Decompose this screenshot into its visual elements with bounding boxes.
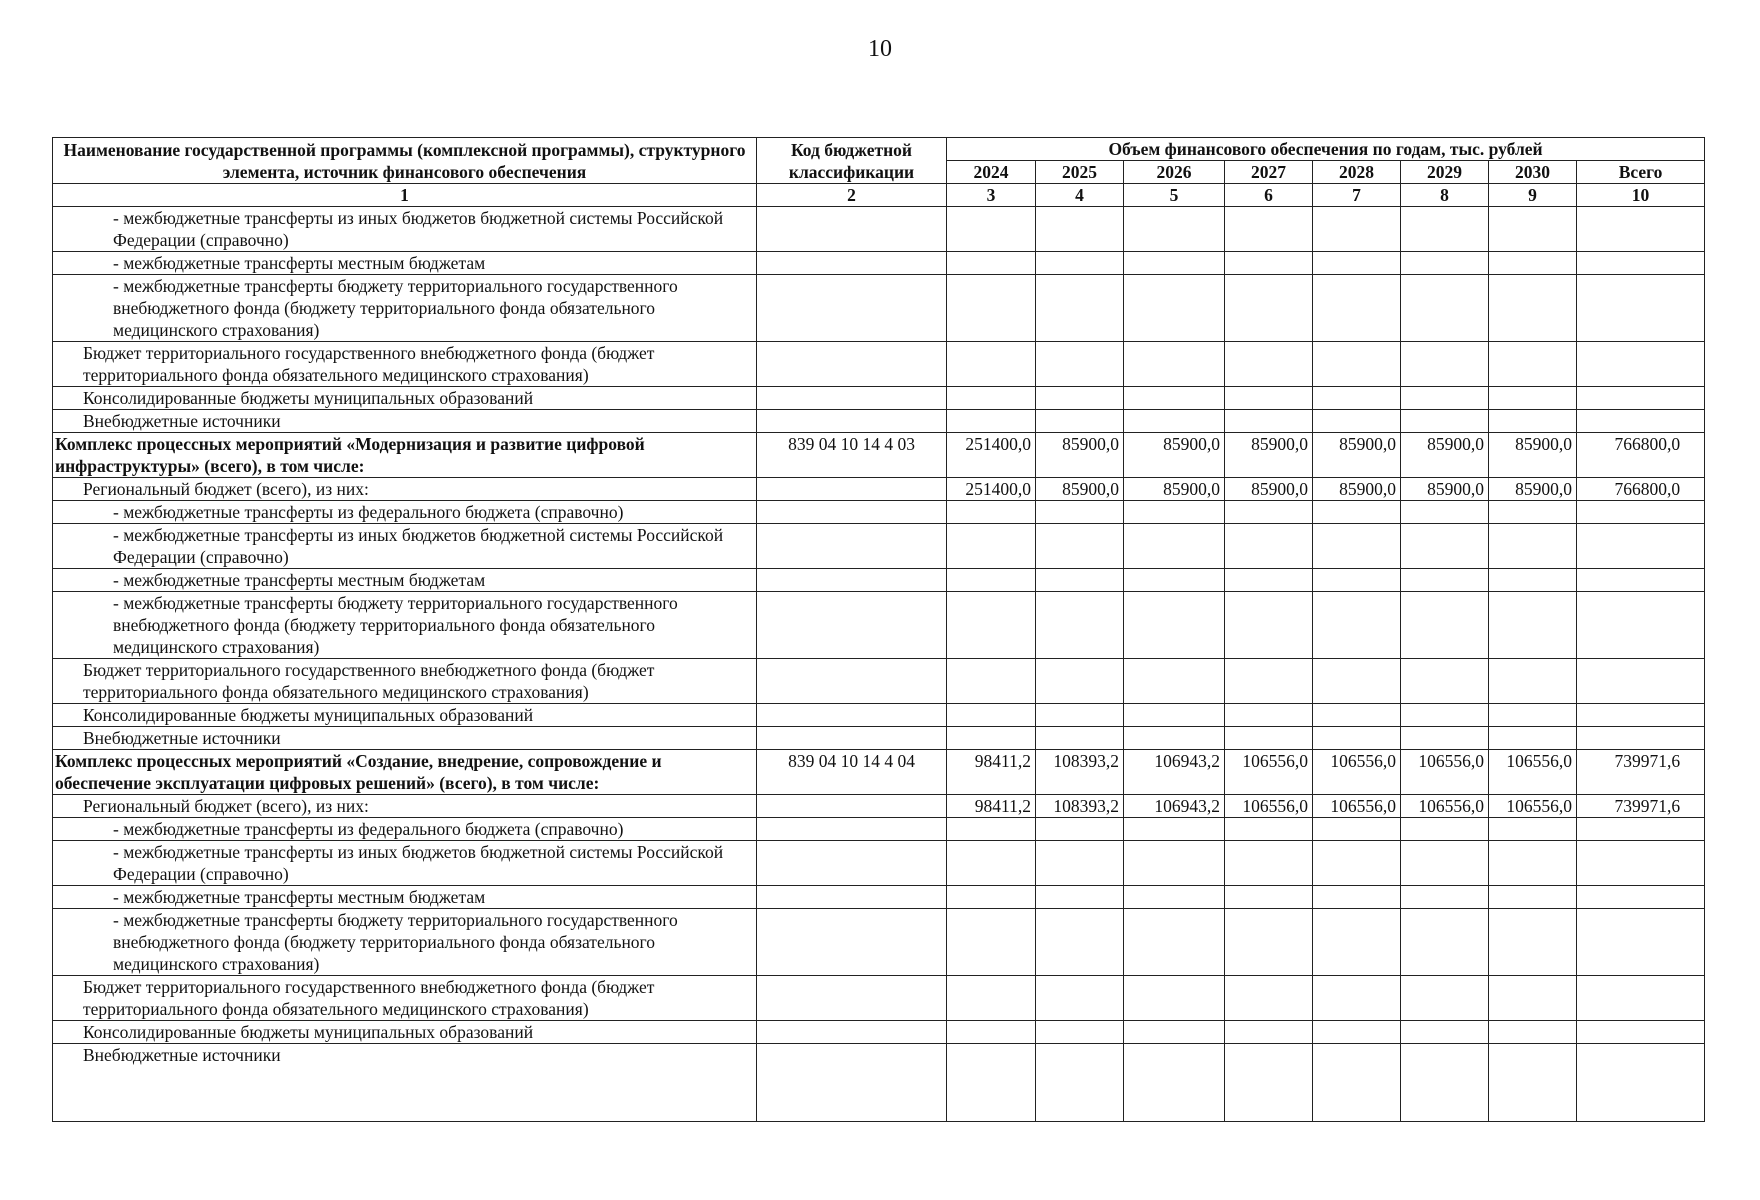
row-code — [757, 207, 947, 252]
table-row — [53, 592, 1705, 659]
row-value: 85900,0 — [1313, 478, 1401, 501]
page-number: 10 — [868, 36, 892, 62]
col-number: 9 — [1489, 184, 1577, 207]
row-value — [1036, 659, 1124, 704]
row-total: 739971,6 — [1577, 750, 1705, 795]
row-value — [1225, 592, 1313, 659]
row-value — [1124, 207, 1225, 252]
row-total — [1577, 501, 1705, 524]
row-value: 251400,0 — [947, 478, 1036, 501]
row-value — [1313, 569, 1401, 592]
row-value — [1036, 569, 1124, 592]
row-total — [1577, 275, 1705, 342]
row-code — [757, 524, 947, 569]
col-number: 8 — [1401, 184, 1489, 207]
table-row — [53, 818, 1705, 841]
col-number: 2 — [757, 184, 947, 207]
row-value — [1124, 275, 1225, 342]
row-value — [1313, 275, 1401, 342]
row-name: Консолидированные бюджеты муниципальных образований — [53, 704, 757, 727]
row-value: 85900,0 — [1489, 478, 1577, 501]
row-value — [1401, 727, 1489, 750]
table-row — [53, 433, 1705, 478]
row-value — [1489, 727, 1577, 750]
row-value: 106556,0 — [1489, 750, 1577, 795]
table-row — [53, 410, 1705, 433]
table-row — [53, 387, 1705, 410]
row-value — [947, 252, 1036, 275]
row-value — [947, 976, 1036, 1021]
row-name: Региональный бюджет (всего), из них: — [53, 795, 757, 818]
row-value: 85900,0 — [1225, 478, 1313, 501]
row-value — [1313, 1044, 1401, 1122]
row-value — [1313, 704, 1401, 727]
row-value — [947, 524, 1036, 569]
row-value — [1313, 727, 1401, 750]
row-value — [1225, 342, 1313, 387]
row-value — [1124, 1044, 1225, 1122]
header-code: Код бюджетной классификации — [757, 138, 947, 184]
row-value — [947, 592, 1036, 659]
table-row — [53, 659, 1705, 704]
row-value — [1124, 387, 1225, 410]
row-value — [1225, 727, 1313, 750]
table-header — [53, 138, 1705, 207]
row-code — [757, 704, 947, 727]
row-name: - межбюджетные трансферты местным бюджетам — [53, 569, 757, 592]
row-total — [1577, 818, 1705, 841]
row-value: 85900,0 — [1036, 433, 1124, 478]
row-value — [1489, 1044, 1577, 1122]
row-value — [1313, 659, 1401, 704]
table-row — [53, 704, 1705, 727]
row-code — [757, 976, 947, 1021]
row-value — [1036, 592, 1124, 659]
row-code — [757, 1044, 947, 1122]
row-value — [1225, 501, 1313, 524]
row-value — [1124, 1021, 1225, 1044]
row-name: - межбюджетные трансферты местным бюджетам — [53, 252, 757, 275]
row-value — [1313, 207, 1401, 252]
row-value — [947, 275, 1036, 342]
row-value — [1036, 387, 1124, 410]
row-name: Внебюджетные источники — [53, 1044, 757, 1122]
row-total — [1577, 592, 1705, 659]
row-total: 766800,0 — [1577, 433, 1705, 478]
table-row — [53, 909, 1705, 976]
row-value — [947, 387, 1036, 410]
row-value — [1401, 1044, 1489, 1122]
row-total — [1577, 704, 1705, 727]
row-value — [1225, 387, 1313, 410]
header-year: 2029 — [1401, 161, 1489, 184]
row-total — [1577, 207, 1705, 252]
row-value — [1489, 976, 1577, 1021]
table-row — [53, 252, 1705, 275]
row-value: 106556,0 — [1225, 750, 1313, 795]
row-value — [1124, 818, 1225, 841]
row-code — [757, 275, 947, 342]
row-name: - межбюджетные трансферты из федерального бюджета (справочно) — [53, 818, 757, 841]
row-total — [1577, 841, 1705, 886]
row-value — [1036, 704, 1124, 727]
row-value — [1036, 501, 1124, 524]
row-value — [947, 704, 1036, 727]
row-total — [1577, 524, 1705, 569]
row-value — [1401, 976, 1489, 1021]
table-body — [53, 207, 1705, 1122]
row-value — [1225, 818, 1313, 841]
row-code: 839 04 10 14 4 03 — [757, 433, 947, 478]
row-value — [947, 841, 1036, 886]
row-value — [1489, 207, 1577, 252]
row-total — [1577, 342, 1705, 387]
row-name: Внебюджетные источники — [53, 727, 757, 750]
table-row — [53, 727, 1705, 750]
col-number: 5 — [1124, 184, 1225, 207]
row-value: 85900,0 — [1489, 433, 1577, 478]
row-value — [1225, 524, 1313, 569]
row-value — [1225, 909, 1313, 976]
row-value — [1124, 909, 1225, 976]
row-value — [947, 410, 1036, 433]
row-total — [1577, 976, 1705, 1021]
row-value: 85900,0 — [1124, 478, 1225, 501]
row-value — [1036, 727, 1124, 750]
row-code — [757, 478, 947, 501]
row-code — [757, 727, 947, 750]
table-row — [53, 1044, 1705, 1122]
row-value — [947, 1021, 1036, 1044]
row-name: Бюджет территориального государственного внебюджетного фонда (бюджет территориального фонда обязательного медицинского страхования) — [53, 342, 757, 387]
row-total — [1577, 1021, 1705, 1044]
row-name: Комплекс процессных мероприятий «Модернизация и развитие цифровой инфраструктуры» (всего), в том числе: — [53, 433, 757, 478]
row-code — [757, 592, 947, 659]
row-value: 85900,0 — [1313, 433, 1401, 478]
row-value — [1401, 659, 1489, 704]
row-value — [1225, 410, 1313, 433]
row-value — [1489, 524, 1577, 569]
row-value — [1489, 342, 1577, 387]
table-row — [53, 795, 1705, 818]
row-total — [1577, 252, 1705, 275]
header-year: 2030 — [1489, 161, 1577, 184]
row-code — [757, 818, 947, 841]
row-total — [1577, 909, 1705, 976]
table-row — [53, 207, 1705, 252]
row-value — [1489, 818, 1577, 841]
row-name: - межбюджетные трансферты бюджету территориального государственного внебюджетного фонда (бюджету территориального фонда обязательного медицинского страхования) — [53, 909, 757, 976]
row-total — [1577, 387, 1705, 410]
row-value — [1401, 1021, 1489, 1044]
row-value — [1313, 524, 1401, 569]
row-code — [757, 342, 947, 387]
row-code — [757, 1021, 947, 1044]
row-value: 108393,2 — [1036, 750, 1124, 795]
financing-table — [52, 137, 1705, 1122]
row-value — [1489, 886, 1577, 909]
row-value — [1124, 727, 1225, 750]
row-value: 85900,0 — [1401, 478, 1489, 501]
row-value — [1036, 207, 1124, 252]
row-value — [1225, 275, 1313, 342]
row-name: - межбюджетные трансферты из иных бюджетов бюджетной системы Российской Федерации (справочно) — [53, 207, 757, 252]
row-value — [1313, 592, 1401, 659]
row-value — [1489, 909, 1577, 976]
header-year: 2025 — [1036, 161, 1124, 184]
row-value: 85900,0 — [1036, 478, 1124, 501]
row-value — [1124, 569, 1225, 592]
col-number: 1 — [53, 184, 757, 207]
row-name: Бюджет территориального государственного внебюджетного фонда (бюджет территориального фонда обязательного медицинского страхования) — [53, 659, 757, 704]
row-name: Внебюджетные источники — [53, 410, 757, 433]
row-name: Комплекс процессных мероприятий «Создание, внедрение, сопровождение и обеспечение эксплуатации цифровых решений» (всего), в том числе: — [53, 750, 757, 795]
col-number: 10 — [1577, 184, 1705, 207]
row-value — [1489, 841, 1577, 886]
row-value — [947, 501, 1036, 524]
row-name: - межбюджетные трансферты из иных бюджетов бюджетной системы Российской Федерации (справочно) — [53, 841, 757, 886]
row-value — [1124, 886, 1225, 909]
table-row — [53, 1021, 1705, 1044]
row-value — [1401, 886, 1489, 909]
row-total — [1577, 659, 1705, 704]
row-name: - межбюджетные трансферты бюджету территориального государственного внебюджетного фонда (бюджету территориального фонда обязательного медицинского страхования) — [53, 275, 757, 342]
row-value — [1036, 275, 1124, 342]
row-code — [757, 569, 947, 592]
row-value — [1489, 1021, 1577, 1044]
row-value — [947, 1044, 1036, 1122]
row-value: 85900,0 — [1401, 433, 1489, 478]
row-value — [1313, 976, 1401, 1021]
table-row — [53, 750, 1705, 795]
row-total — [1577, 410, 1705, 433]
row-value — [1313, 886, 1401, 909]
row-value — [947, 342, 1036, 387]
row-value — [1225, 704, 1313, 727]
row-code — [757, 841, 947, 886]
header-year: 2024 — [947, 161, 1036, 184]
row-value — [1313, 909, 1401, 976]
col-number: 3 — [947, 184, 1036, 207]
row-value: 106556,0 — [1313, 795, 1401, 818]
row-value — [1036, 886, 1124, 909]
row-code — [757, 501, 947, 524]
row-name: - межбюджетные трансферты из иных бюджетов бюджетной системы Российской Федерации (справочно) — [53, 524, 757, 569]
row-value — [1313, 342, 1401, 387]
row-value — [1124, 659, 1225, 704]
row-name: - межбюджетные трансферты из федерального бюджета (справочно) — [53, 501, 757, 524]
row-value — [1489, 410, 1577, 433]
row-value: 106943,2 — [1124, 750, 1225, 795]
row-value — [1401, 909, 1489, 976]
row-value — [1036, 909, 1124, 976]
row-value: 98411,2 — [947, 750, 1036, 795]
row-value: 108393,2 — [1036, 795, 1124, 818]
row-value — [1036, 524, 1124, 569]
row-value — [1489, 501, 1577, 524]
row-value — [947, 886, 1036, 909]
row-value — [1401, 275, 1489, 342]
row-value — [1225, 659, 1313, 704]
row-total — [1577, 1044, 1705, 1122]
row-name: - межбюджетные трансферты бюджету территориального государственного внебюджетного фонда (бюджету территориального фонда обязательного медицинского страхования) — [53, 592, 757, 659]
row-value: 251400,0 — [947, 433, 1036, 478]
row-code — [757, 909, 947, 976]
row-value — [1401, 387, 1489, 410]
row-name: Региональный бюджет (всего), из них: — [53, 478, 757, 501]
row-value — [1401, 841, 1489, 886]
row-value — [1401, 704, 1489, 727]
row-value — [1313, 501, 1401, 524]
row-code — [757, 387, 947, 410]
row-value — [1489, 592, 1577, 659]
col-number: 6 — [1225, 184, 1313, 207]
row-value — [1225, 252, 1313, 275]
row-value — [1401, 252, 1489, 275]
row-value — [1124, 704, 1225, 727]
row-total: 739971,6 — [1577, 795, 1705, 818]
row-value — [1489, 659, 1577, 704]
row-value — [1036, 1021, 1124, 1044]
row-value — [1124, 410, 1225, 433]
row-value — [947, 818, 1036, 841]
row-value — [1124, 524, 1225, 569]
row-value — [1313, 252, 1401, 275]
row-value: 98411,2 — [947, 795, 1036, 818]
row-value — [1313, 1021, 1401, 1044]
row-value — [1124, 252, 1225, 275]
header-volume: Объем финансового обеспечения по годам, тыс. рублей — [947, 138, 1705, 161]
row-value — [947, 727, 1036, 750]
row-value — [1313, 410, 1401, 433]
table-row — [53, 275, 1705, 342]
row-value — [1036, 1044, 1124, 1122]
row-value — [1401, 592, 1489, 659]
table-row — [53, 886, 1705, 909]
row-total — [1577, 727, 1705, 750]
row-value: 106556,0 — [1313, 750, 1401, 795]
row-value — [1401, 501, 1489, 524]
row-value: 85900,0 — [1124, 433, 1225, 478]
row-value — [1036, 976, 1124, 1021]
row-value: 106556,0 — [1401, 795, 1489, 818]
row-value — [1225, 207, 1313, 252]
row-code — [757, 410, 947, 433]
row-value — [1313, 841, 1401, 886]
row-value — [1124, 592, 1225, 659]
row-code — [757, 886, 947, 909]
row-value — [1124, 841, 1225, 886]
header-year: 2028 — [1313, 161, 1401, 184]
row-value — [1489, 704, 1577, 727]
row-value — [1036, 252, 1124, 275]
row-value — [1401, 818, 1489, 841]
header-name: Наименование государственной программы (комплексной программы), структурного элемента, источник финансового обеспечения — [53, 138, 757, 184]
row-code: 839 04 10 14 4 04 — [757, 750, 947, 795]
row-value — [1401, 207, 1489, 252]
table-row — [53, 478, 1705, 501]
row-value — [1489, 275, 1577, 342]
row-value — [1036, 841, 1124, 886]
row-name: - межбюджетные трансферты местным бюджетам — [53, 886, 757, 909]
row-value — [1225, 886, 1313, 909]
table-row — [53, 524, 1705, 569]
header-total: Всего — [1577, 161, 1705, 184]
row-value — [1225, 841, 1313, 886]
row-value — [947, 569, 1036, 592]
table-row — [53, 841, 1705, 886]
row-value — [1401, 342, 1489, 387]
row-value — [1036, 410, 1124, 433]
col-number: 4 — [1036, 184, 1124, 207]
row-total — [1577, 569, 1705, 592]
row-value — [1225, 569, 1313, 592]
table-row — [53, 501, 1705, 524]
table-row — [53, 342, 1705, 387]
row-name: Бюджет территориального государственного внебюджетного фонда (бюджет территориального фонда обязательного медицинского страхования) — [53, 976, 757, 1021]
row-value — [1225, 1044, 1313, 1122]
row-total: 766800,0 — [1577, 478, 1705, 501]
row-value — [1124, 976, 1225, 1021]
header-year: 2026 — [1124, 161, 1225, 184]
table-row — [53, 569, 1705, 592]
row-name: Консолидированные бюджеты муниципальных образований — [53, 1021, 757, 1044]
row-code — [757, 252, 947, 275]
row-code — [757, 795, 947, 818]
table-row — [53, 976, 1705, 1021]
row-value — [1489, 569, 1577, 592]
row-value — [1313, 818, 1401, 841]
row-value — [1401, 569, 1489, 592]
row-value — [947, 207, 1036, 252]
header-year: 2027 — [1225, 161, 1313, 184]
col-number: 7 — [1313, 184, 1401, 207]
row-value — [1401, 410, 1489, 433]
row-value — [947, 659, 1036, 704]
row-value — [1489, 387, 1577, 410]
row-code — [757, 659, 947, 704]
row-name: Консолидированные бюджеты муниципальных образований — [53, 387, 757, 410]
row-value — [1124, 342, 1225, 387]
row-value: 106943,2 — [1124, 795, 1225, 818]
row-value — [1401, 524, 1489, 569]
row-value — [1036, 342, 1124, 387]
row-value — [1124, 501, 1225, 524]
row-value: 85900,0 — [1225, 433, 1313, 478]
row-value — [1036, 818, 1124, 841]
row-value — [1225, 1021, 1313, 1044]
row-value — [1489, 252, 1577, 275]
row-value — [1313, 387, 1401, 410]
row-value — [947, 909, 1036, 976]
row-value: 106556,0 — [1401, 750, 1489, 795]
row-total — [1577, 886, 1705, 909]
row-value: 106556,0 — [1489, 795, 1577, 818]
row-value — [1225, 976, 1313, 1021]
row-value: 106556,0 — [1225, 795, 1313, 818]
